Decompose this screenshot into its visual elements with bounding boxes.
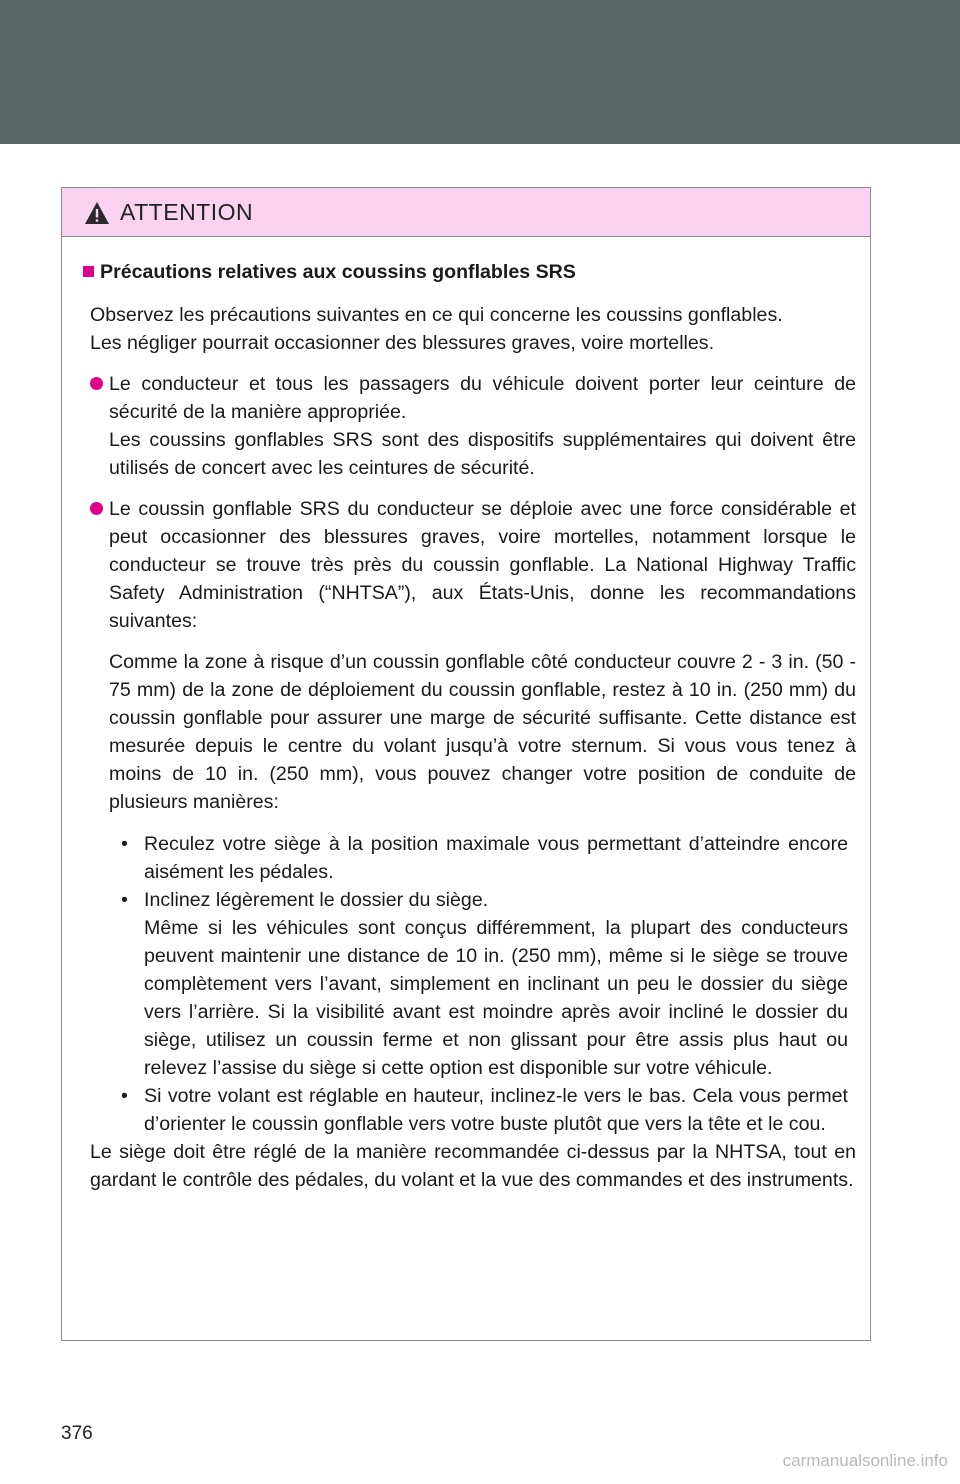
caution-box	[61, 187, 871, 1341]
dash-item-body	[144, 886, 848, 1082]
top-band	[0, 0, 960, 144]
bullet-item	[90, 370, 856, 482]
intro-paragraph	[90, 301, 856, 357]
dash-item-text: Inclinez légèrement le dossier du siège.	[144, 889, 489, 911]
page-number: 376	[61, 1423, 93, 1444]
bullet-2-line-1: Le coussin gonflable SRS du conducteur se déploie avec une force considérable et peut occasionner des blessures graves, voire mortelles, notamment lorsque le conducteur se trouve très près du coussin gonflable. La National Highway Traffic Safety Administration (“NHTSA”), aux États-Unis, donne les recommandations suivantes:	[109, 498, 856, 632]
nhtsa-paragraph: Comme la zone à risque d’un coussin gonflable côté conducteur couvre 2 - 3 in. (50 - 75 mm) de la zone de déploiement du coussin gonflable, restez à 10 in. (250 mm) du coussin gonflable pour assurer une marge de sécurité suffisante. Cette distance est mesurée depuis le centre du volant jusqu’à votre sternum. Si vous vous tenez à moins de 10 in. (250 mm), vous pouvez changer votre position de conduite de plusieurs manières:	[109, 651, 856, 813]
dash-bullet: •	[121, 889, 128, 911]
watermark[interactable]: carmanualsonline.info	[782, 1451, 948, 1470]
dash-bullet: •	[121, 1085, 128, 1107]
bullet-item	[90, 495, 856, 635]
caution-content	[62, 237, 870, 1194]
dash-bullet: •	[121, 833, 128, 855]
dash-item	[109, 886, 848, 1082]
bullet-text	[109, 370, 856, 482]
dash-item-extra: Même si les véhicules sont conçus différemment, la plupart des conducteurs peuvent maintenir une distance de 10 in. (250 mm), même si le siège se trouve complètement vers l’avant, simplement en inclinant un peu le dossier du siège vers l’arrière. Si la visibilité avant est moindre après avoir incliné le dossier du siège, utilisez un coussin ferme et non glissant pour être assis plus haut ou relevez l’assise du siège si cette option est disponible sur votre véhicule.	[144, 917, 848, 1079]
dash-list	[109, 830, 848, 1138]
caution-title: ATTENTION	[120, 198, 254, 225]
dot-bullet-icon	[90, 377, 103, 390]
square-bullet-icon	[83, 266, 94, 277]
dash-item	[109, 830, 848, 886]
section-heading	[83, 258, 856, 286]
bullet-1-line-2: Les coussins gonflables SRS sont des dispositifs supplémentaires qui doivent être utilisés de concert avec les ceintures de sécurité.	[109, 429, 856, 479]
dot-bullet-icon	[90, 502, 103, 515]
caution-header	[62, 188, 870, 237]
intro-line-1: Observez les précautions suivantes en ce qui concerne les coussins gonflables.	[90, 304, 783, 326]
closing-paragraph: Le siège doit être réglé de la manière recommandée ci-dessus par la NHTSA, tout en gardant le contrôle des pédales, du volant et la vue des commandes et des instruments.	[90, 1141, 856, 1191]
section-heading-text: Précautions relatives aux coussins gonflables SRS	[100, 261, 576, 283]
dash-item	[109, 1082, 848, 1138]
bullet-1-line-1: Le conducteur et tous les passagers du véhicule doivent porter leur ceinture de sécurité de la manière appropriée.	[109, 373, 856, 423]
bullet-text	[109, 495, 856, 635]
intro-line-2: Les négliger pourrait occasionner des blessures graves, voire mortelles.	[90, 332, 715, 354]
dash-item-text: Si votre volant est réglable en hauteur, inclinez-le vers le bas. Cela vous permet d’orienter le coussin gonflable vers votre buste plutôt que vers la tête et le cou.	[144, 1085, 848, 1135]
dash-item-text: Reculez votre siège à la position maximale vous permettant d’atteindre encore aisément les pédales.	[144, 833, 848, 883]
warning-triangle-icon	[84, 201, 110, 225]
